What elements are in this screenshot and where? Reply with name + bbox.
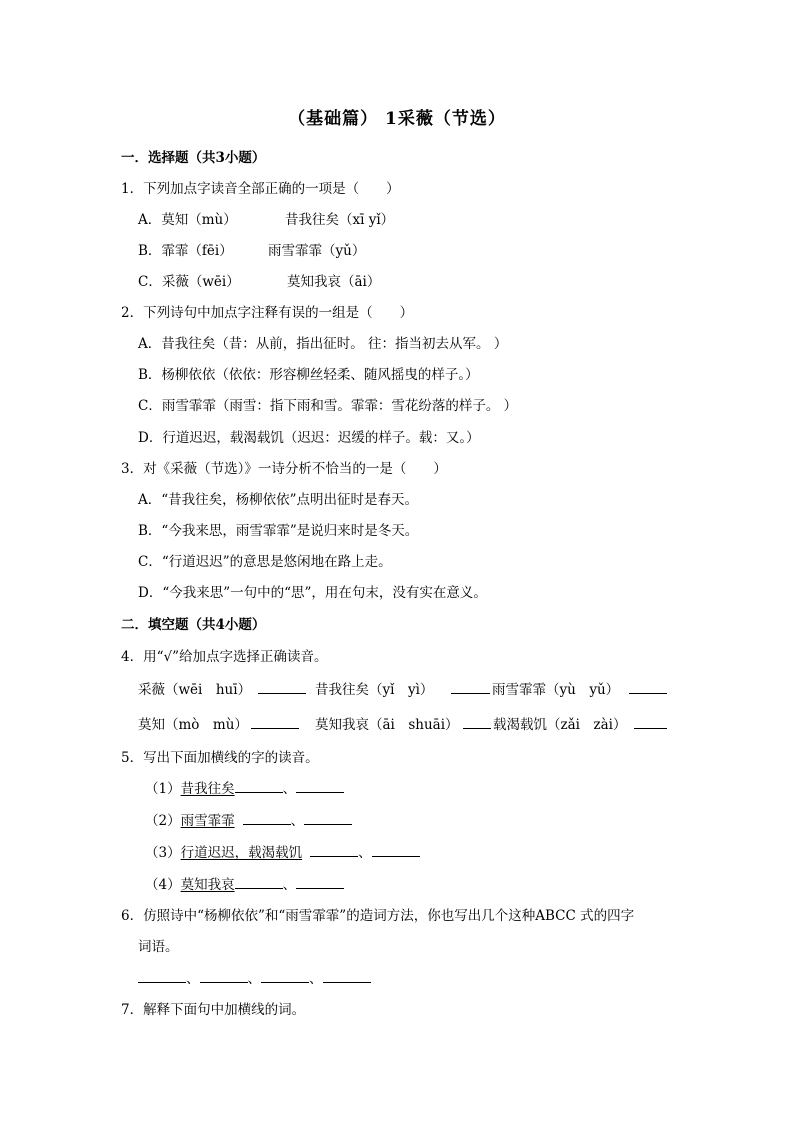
answer-blank[interactable] — [235, 876, 283, 889]
question-2-option-d: D．行道迟迟，载渴载饥（迟迟：迟缓的样子。载：又。） — [138, 430, 480, 446]
question-4-row-2 — [138, 713, 698, 733]
separator: 、 — [186, 971, 200, 987]
question-2-stem: 2．下列诗句中加点字注释有误的一组是（ ） — [121, 305, 414, 321]
q4-answer-blank[interactable] — [451, 681, 490, 694]
answer-blank[interactable] — [372, 844, 420, 857]
question-1-option-b-part2: 雨雪霏霏（yǔ） — [268, 243, 366, 259]
answer-blank[interactable] — [296, 780, 344, 793]
question-5-item-1 — [145, 777, 344, 797]
page-title: （基础篇） 1采薇（节选） — [288, 109, 506, 129]
q4-answer-blank[interactable] — [463, 716, 491, 729]
underlined-phrase: 昔我往矣 — [180, 781, 235, 797]
answer-blank[interactable] — [296, 876, 344, 889]
question-6-stem: 6．仿照诗中“杨柳依依”和“雨雪霏霏”的造词方法，你也写出几个这种ABCC 式的四字 — [121, 908, 635, 924]
answer-blank[interactable] — [243, 812, 291, 825]
q4-answer-blank[interactable] — [258, 681, 306, 694]
separator: 、 — [282, 877, 297, 893]
item-number: （3） — [145, 845, 181, 861]
question-1-option-a-part2: 昔我往矣（xī yǐ） — [285, 212, 395, 228]
question-5-item-3 — [145, 841, 420, 861]
question-3-option-d: D．“今我来思”一句中的“思”，用在句末，没有实在意义。 — [138, 585, 487, 601]
question-7-stem: 7．解释下面句中加横线的词。 — [121, 1002, 306, 1018]
question-2-option-a: A．昔我往矣（昔：从前，指出征时。 往：指当初去从军。 ） — [138, 336, 508, 352]
separator: 、 — [247, 971, 261, 987]
question-3-option-b: B．“今我来思，雨雪霏霏”是说归来时是冬天。 — [138, 523, 419, 539]
underlined-phrase: 莫知我哀 — [180, 877, 235, 893]
answer-blank[interactable] — [235, 780, 283, 793]
question-1-stem: 1．下列加点字读音全部正确的一项是（ ） — [121, 181, 400, 197]
question-4-row-1 — [138, 678, 698, 698]
item-number: （4） — [145, 877, 181, 893]
answer-blank[interactable] — [138, 970, 186, 983]
question-5-item-4 — [145, 873, 344, 893]
item-number: （2） — [145, 813, 181, 829]
answer-blank[interactable] — [261, 970, 309, 983]
question-2-option-c: C．雨雪霏霏（雨雪：指下雨和雪。霏霏：雪花纷落的样子。 ） — [138, 398, 518, 414]
section-heading-fill: 二．填空题（共4小题） — [121, 617, 266, 633]
question-1-option-c-part2: 莫知我哀（āi） — [287, 274, 381, 290]
q4-item-yuxuefeifei: 雨雪霏霏（yù yǔ） — [492, 682, 620, 698]
q4-item-zaikezaiji: 载渴载饥（zǎi zài） — [493, 717, 627, 733]
q4-answer-blank[interactable] — [634, 716, 667, 729]
question-2-option-b: B．杨柳依依（依依：形容柳丝轻柔、随风摇曳的样子。） — [138, 367, 479, 383]
section-heading-choice: 一．选择题（共3小题） — [121, 150, 266, 166]
q4-answer-blank[interactable] — [629, 681, 667, 694]
separator: 、 — [358, 845, 372, 861]
question-5-item-2 — [145, 809, 352, 829]
separator: 、 — [282, 781, 297, 797]
question-5-stem: 5．写出下面加横线的字的读音。 — [121, 750, 319, 766]
question-6-stem-continued: 词语。 — [138, 939, 179, 955]
answer-blank[interactable] — [323, 970, 371, 983]
item-number: （1） — [145, 781, 181, 797]
question-3-stem: 3．对《采薇（节选）》一诗分析不恰当的一是（ ） — [121, 461, 447, 477]
answer-blank[interactable] — [304, 812, 352, 825]
q4-item-mozhi: 莫知（mò mù） — [138, 717, 248, 733]
q4-answer-blank[interactable] — [251, 716, 299, 729]
q4-item-caiwei: 采薇（wēi huī） — [138, 682, 252, 698]
answer-blank[interactable] — [200, 970, 248, 983]
separator: 、 — [309, 971, 323, 987]
question-1-option-b: B．霏霏（fēi） — [138, 243, 233, 259]
answer-blank[interactable] — [310, 844, 358, 857]
underlined-phrase: 雨雪霏霏 — [180, 813, 235, 829]
q4-item-mozhiwoai: 莫知我哀（āi shuāi） — [315, 717, 459, 733]
separator: 、 — [290, 813, 305, 829]
question-3-option-c: C．“行道迟迟”的意思是悠闲地在路上走。 — [138, 554, 392, 570]
question-1-option-c: C．采薇（wēi） — [138, 274, 240, 290]
question-3-option-a: A．“昔我往矣，杨柳依依”点明出征时是春天。 — [138, 492, 419, 508]
question-6-answer-line — [138, 967, 371, 987]
q4-item-xiwowangyi: 昔我往矣（yǐ yì） — [315, 682, 434, 698]
question-4-stem: 4．用“√”给加点字选择正确读音。 — [121, 649, 328, 665]
question-1-option-a: A．莫知（mù） — [138, 212, 237, 228]
underlined-phrase: 行道迟迟，载渴载饥 — [180, 845, 303, 861]
